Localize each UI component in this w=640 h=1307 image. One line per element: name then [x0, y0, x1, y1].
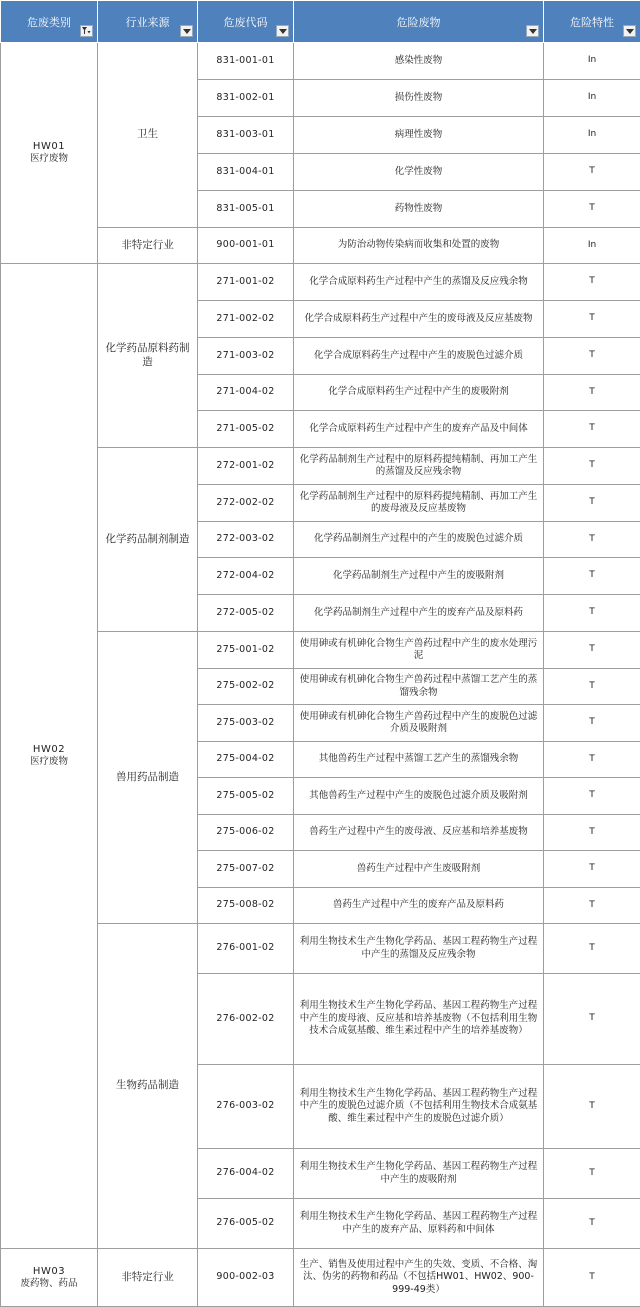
dropdown-arrow-icon[interactable]	[623, 25, 636, 37]
waste-code-cell: 900-002-03	[198, 1249, 294, 1307]
table-row	[1, 1249, 640, 1307]
hazard-property-cell: T	[544, 705, 640, 742]
source-cell: 化学药品制剂制造	[98, 448, 198, 632]
hazard-property-cell: T	[544, 815, 640, 851]
header-code	[198, 1, 294, 43]
category-name: 医疗废物	[30, 153, 68, 164]
header-property-label: 危险特性	[570, 14, 614, 30]
waste-code-cell: 276-001-02	[198, 924, 294, 974]
hazard-property-cell: T	[544, 742, 640, 778]
header-source-label: 行业来源	[126, 14, 170, 30]
hazard-property-cell: T	[544, 558, 640, 595]
hazard-property-cell: T	[544, 375, 640, 411]
hazard-property-cell: T	[544, 522, 640, 558]
hazard-property-cell: T	[544, 924, 640, 974]
waste-name-cell: 化学药品制剂生产过程中产生的废弃产品及原料药	[294, 595, 544, 632]
hazard-property-cell: T	[544, 669, 640, 705]
hazard-property-cell: T	[544, 595, 640, 632]
waste-code-cell: 831-005-01	[198, 191, 294, 228]
waste-code-cell: 272-001-02	[198, 448, 294, 485]
waste-code-cell: 275-007-02	[198, 851, 294, 888]
waste-name-cell: 兽药生产过程中产生的废弃产品及原料药	[294, 888, 544, 924]
waste-name-cell: 使用砷或有机砷化合物生产兽药过程中产生的废水处理污泥	[294, 632, 544, 669]
source-cell: 化学药品原料药制造	[98, 264, 198, 448]
hazard-property-cell: T	[544, 851, 640, 888]
waste-name-cell: 化学药品制剂生产过程中的产生的废脱色过滤介质	[294, 522, 544, 558]
waste-name-cell: 利用生物技术生产生物化学药品、基因工程药物生产过程中产生的废吸附剂	[294, 1149, 544, 1199]
source-cell: 生物药品制造	[98, 924, 198, 1249]
category-code: HW02	[4, 743, 94, 756]
table-row	[1, 43, 640, 80]
waste-name-cell: 病理性废物	[294, 117, 544, 154]
hazard-property-cell: T	[544, 264, 640, 301]
header-waste	[294, 1, 544, 43]
hazard-property-cell: In	[544, 43, 640, 80]
header-code-label: 危废代码	[224, 14, 268, 30]
waste-code-cell: 276-005-02	[198, 1199, 294, 1249]
waste-code-cell: 275-004-02	[198, 742, 294, 778]
header-category-label: 危废类别	[27, 14, 71, 30]
waste-name-cell: 其他兽药生产过程中蒸馏工艺产生的蒸馏残余物	[294, 742, 544, 778]
category-cell	[1, 264, 98, 1249]
hazard-property-cell: T	[544, 411, 640, 448]
hazard-property-cell: T	[544, 338, 640, 375]
waste-name-cell: 兽药生产过程中产生的废母液、反应基和培养基废物	[294, 815, 544, 851]
waste-name-cell: 利用生物技术生产生物化学药品、基因工程药物生产过程中产生的废母液、反应基和培养基废物（不包括利用生物技术合成氨基酸、维生素过程中产生的培养基废物）	[294, 974, 544, 1065]
waste-code-cell: 271-001-02	[198, 264, 294, 301]
waste-name-cell: 化学药品制剂生产过程中的原料药提纯精制、再加工产生的废母液及反应基废物	[294, 485, 544, 522]
waste-code-cell: 276-002-02	[198, 974, 294, 1065]
waste-name-cell: 化学性废物	[294, 154, 544, 191]
waste-code-cell: 272-004-02	[198, 558, 294, 595]
waste-name-cell: 化学合成原料药生产过程中产生的蒸馏及反应残余物	[294, 264, 544, 301]
waste-code-cell: 276-004-02	[198, 1149, 294, 1199]
waste-name-cell: 损伤性废物	[294, 80, 544, 117]
source-cell: 卫生	[98, 43, 198, 228]
waste-code-cell: 900-001-01	[198, 228, 294, 264]
waste-name-cell: 化学药品制剂生产过程中产生的废吸附剂	[294, 558, 544, 595]
waste-name-cell: 化学合成原料药生产过程中产生的废脱色过滤介质	[294, 338, 544, 375]
waste-code-cell: 271-004-02	[198, 375, 294, 411]
waste-name-cell: 化学合成原料药生产过程中产生的废母液及反应基废物	[294, 301, 544, 338]
dropdown-arrow-icon[interactable]	[276, 25, 289, 37]
source-cell: 兽用药品制造	[98, 632, 198, 924]
waste-code-cell: 271-005-02	[198, 411, 294, 448]
waste-name-cell: 使用砷或有机砷化合物生产兽药过程中蒸馏工艺产生的蒸馏残余物	[294, 669, 544, 705]
source-cell: 非特定行业	[98, 1249, 198, 1307]
hazard-property-cell: T	[544, 1199, 640, 1249]
hazard-property-cell: T	[544, 974, 640, 1065]
waste-name-cell: 化学合成原料药生产过程中产生的废吸附剂	[294, 375, 544, 411]
waste-code-cell: 831-003-01	[198, 117, 294, 154]
hazard-property-cell: T	[544, 301, 640, 338]
table-row	[1, 264, 640, 301]
waste-code-cell: 275-003-02	[198, 705, 294, 742]
category-name: 废药物、药品	[20, 1278, 77, 1289]
waste-name-cell: 化学合成原料药生产过程中产生的废弃产品及中间体	[294, 411, 544, 448]
header-waste-label: 危险废物	[397, 14, 441, 30]
header-property	[544, 1, 640, 43]
waste-name-cell: 感染性废物	[294, 43, 544, 80]
hazard-property-cell: T	[544, 154, 640, 191]
waste-code-cell: 276-003-02	[198, 1065, 294, 1149]
hazard-property-cell: T	[544, 485, 640, 522]
hazard-property-cell: T	[544, 778, 640, 815]
waste-name-cell: 使用砷或有机砷化合物生产兽药过程中产生的废脱色过滤介质及吸附剂	[294, 705, 544, 742]
waste-name-cell: 兽药生产过程中产生废吸附剂	[294, 851, 544, 888]
category-cell	[1, 1249, 98, 1307]
waste-code-cell: 831-002-01	[198, 80, 294, 117]
waste-code-cell: 271-003-02	[198, 338, 294, 375]
waste-code-cell: 275-006-02	[198, 815, 294, 851]
hazard-property-cell: T	[544, 191, 640, 228]
waste-code-cell: 272-003-02	[198, 522, 294, 558]
waste-code-cell: 271-002-02	[198, 301, 294, 338]
hazard-property-cell: T	[544, 1149, 640, 1199]
dropdown-arrow-icon[interactable]	[526, 25, 539, 37]
category-name: 医疗废物	[30, 756, 68, 767]
waste-name-cell: 利用生物技术生产生物化学药品、基因工程药物生产过程中产生的废弃产品、原料药和中间体	[294, 1199, 544, 1249]
waste-code-cell: 831-004-01	[198, 154, 294, 191]
waste-code-cell: 275-008-02	[198, 888, 294, 924]
waste-name-cell: 其他兽药生产过程中产生的废脱色过滤介质及吸附剂	[294, 778, 544, 815]
waste-code-cell: 272-002-02	[198, 485, 294, 522]
waste-code-cell: 272-005-02	[198, 595, 294, 632]
waste-code-cell: 275-002-02	[198, 669, 294, 705]
hazard-property-cell: In	[544, 80, 640, 117]
category-cell	[1, 43, 98, 264]
waste-name-cell: 药物性废物	[294, 191, 544, 228]
waste-name-cell: 利用生物技术生产生物化学药品、基因工程药物生产过程中产生的废脱色过滤介质（不包括利用生物技术合成氨基酸、维生素过程中产生的废脱色过滤介质）	[294, 1065, 544, 1149]
hazard-property-cell: T	[544, 888, 640, 924]
hazard-property-cell: T	[544, 448, 640, 485]
category-code: HW03	[4, 1265, 94, 1278]
header-category	[1, 1, 98, 43]
header-source	[98, 1, 198, 43]
hazard-property-cell: T	[544, 1249, 640, 1307]
hazard-property-cell: In	[544, 117, 640, 154]
waste-name-cell: 为防治动物传染病而收集和处置的废物	[294, 228, 544, 264]
waste-code-cell: 831-001-01	[198, 43, 294, 80]
waste-name-cell: 利用生物技术生产生物化学药品、基因工程药物生产过程中产生的蒸馏及反应残余物	[294, 924, 544, 974]
filter-active-icon[interactable]	[80, 25, 93, 37]
hazard-property-cell: In	[544, 228, 640, 264]
waste-code-cell: 275-001-02	[198, 632, 294, 669]
dropdown-arrow-icon[interactable]	[180, 25, 193, 37]
table-body	[1, 43, 640, 1307]
source-cell: 非特定行业	[98, 228, 198, 264]
hazard-property-cell: T	[544, 632, 640, 669]
hazard-property-cell: T	[544, 1065, 640, 1149]
waste-name-cell: 生产、销售及使用过程中产生的失效、变质、不合格、淘汰、伪劣的药物和药品（不包括HW01、HW02、900-999-49类）	[294, 1249, 544, 1307]
category-code: HW01	[4, 140, 94, 153]
header-row	[1, 1, 640, 43]
waste-code-cell: 275-005-02	[198, 778, 294, 815]
waste-name-cell: 化学药品制剂生产过程中的原料药提纯精制、再加工产生的蒸馏及反应残余物	[294, 448, 544, 485]
